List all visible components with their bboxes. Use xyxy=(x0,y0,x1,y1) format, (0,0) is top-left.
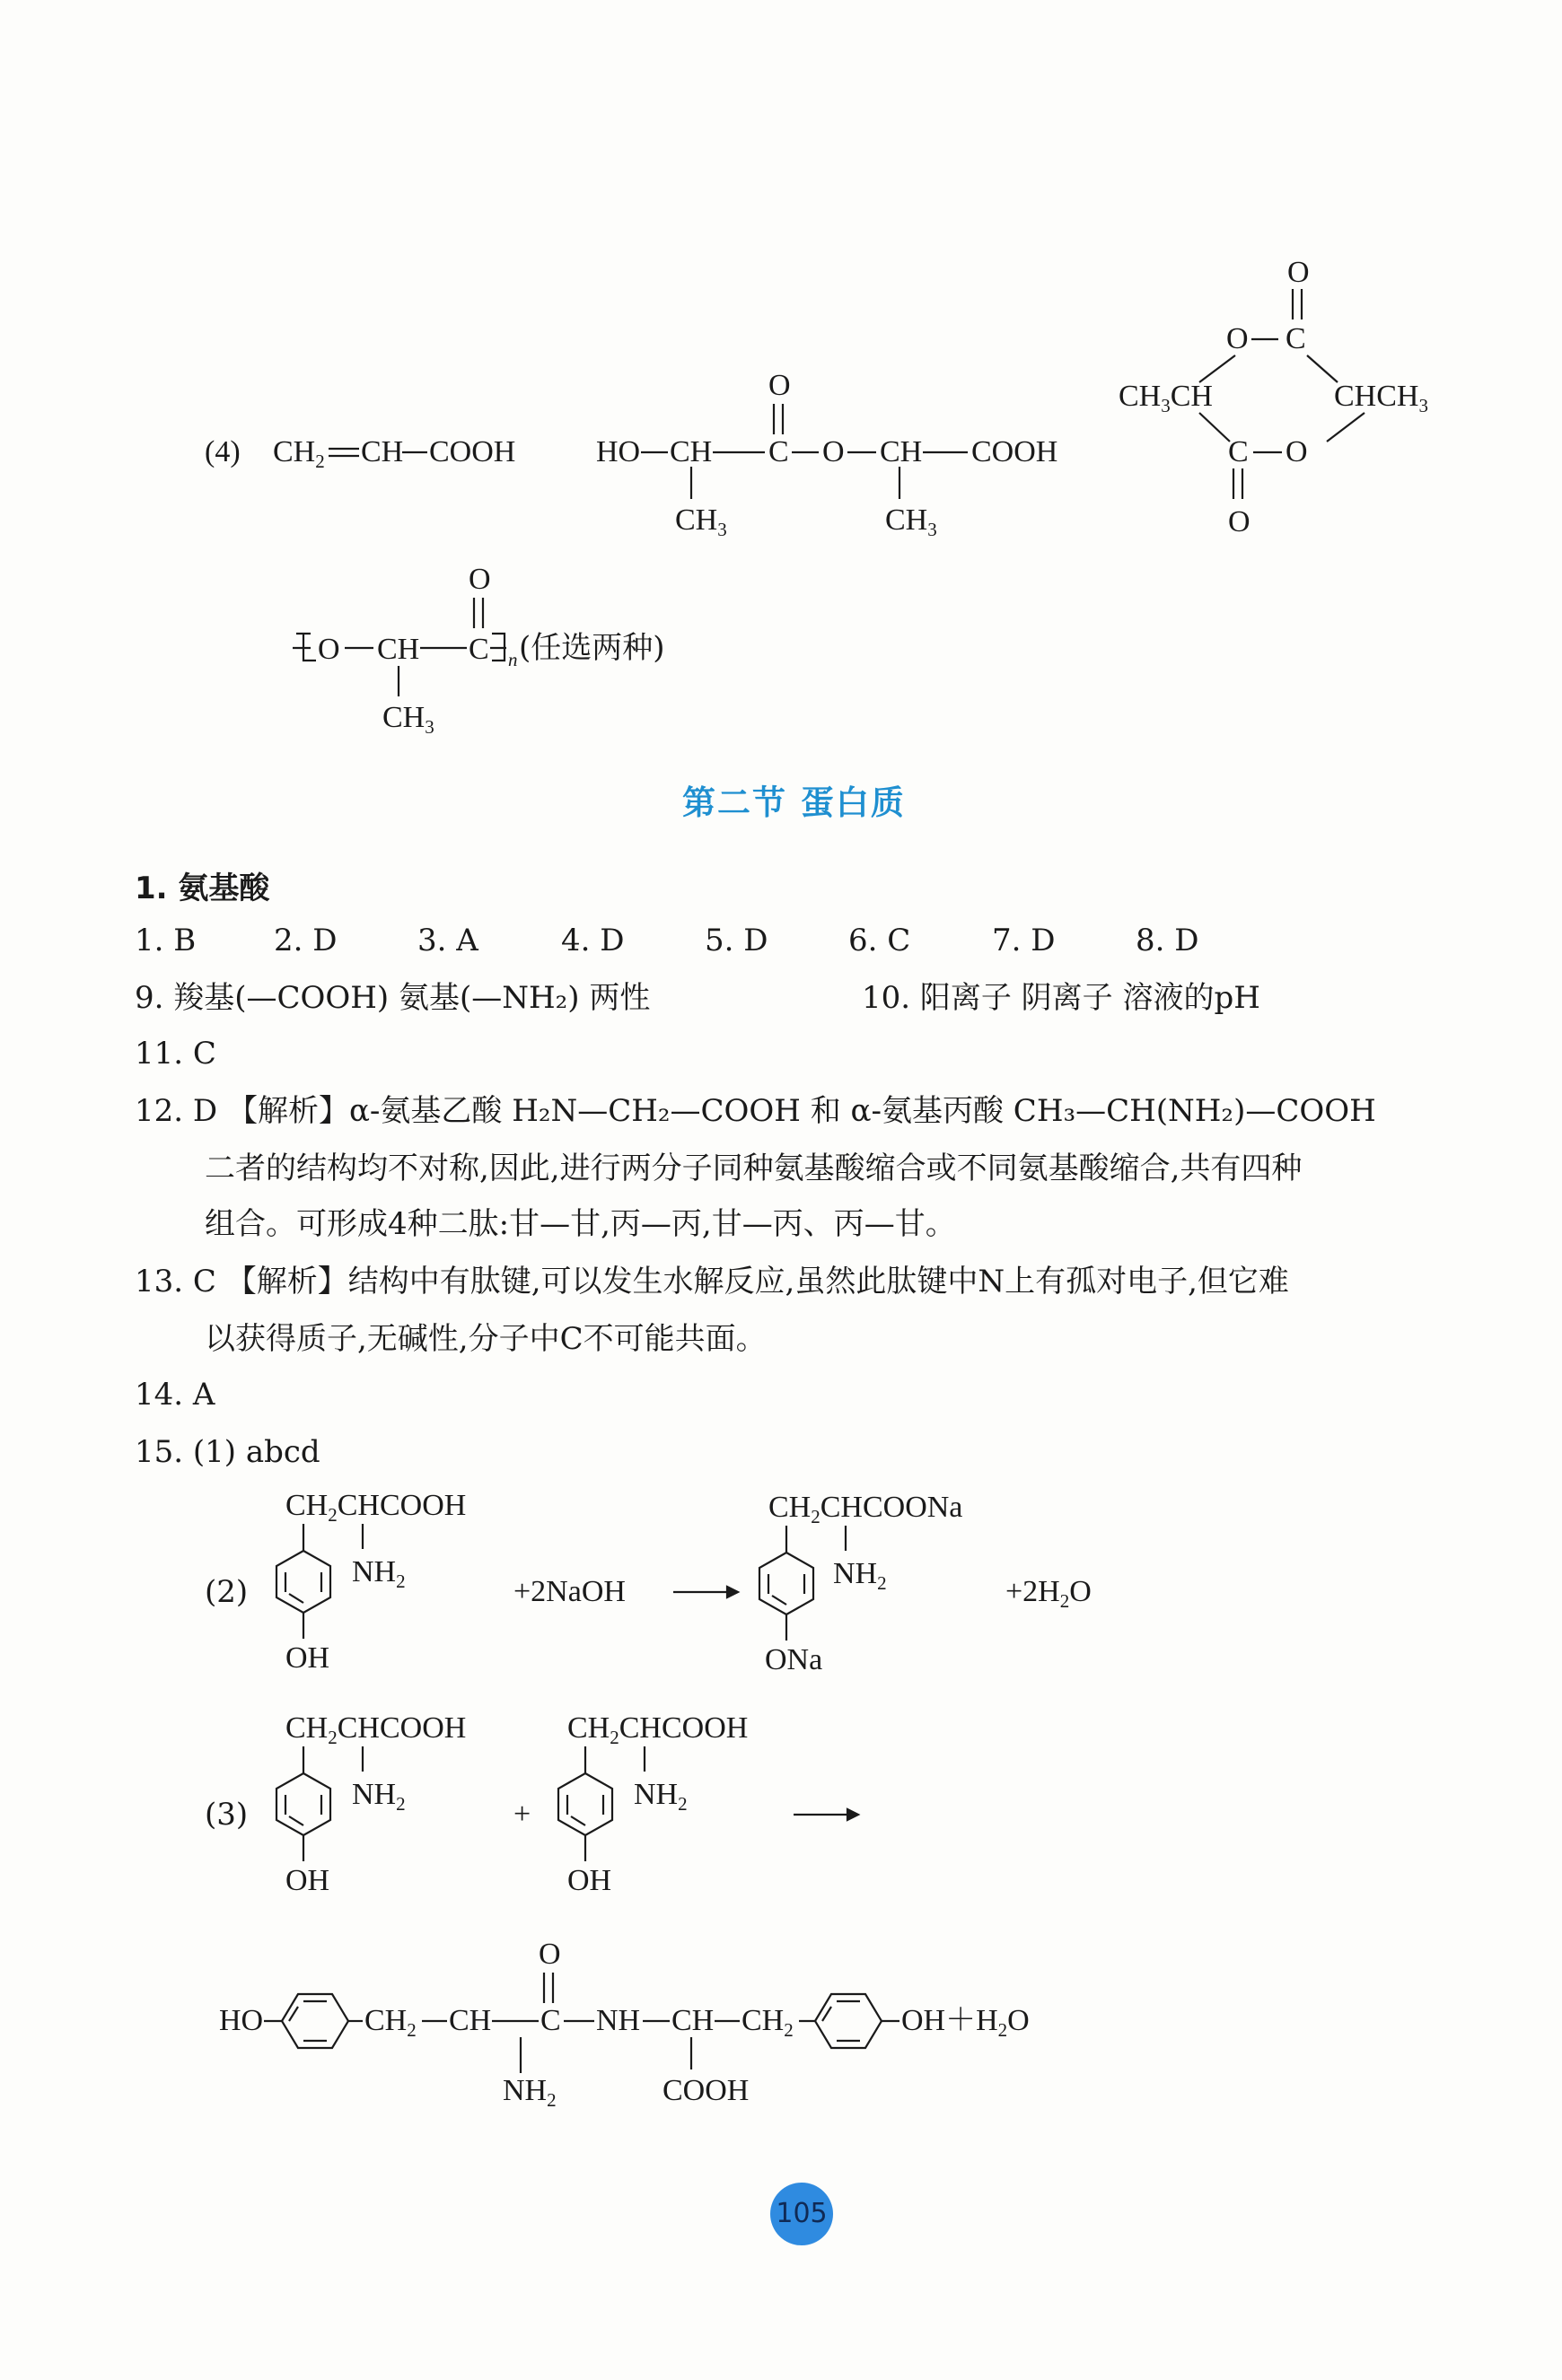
section-title: 第二节 蛋白质 xyxy=(682,783,906,822)
item4-caption: (任选两种) xyxy=(519,630,665,666)
answer-q5: 5. D xyxy=(705,923,768,958)
svg-text:n: n xyxy=(508,649,518,670)
answer-q7: 7. D xyxy=(992,923,1056,958)
page-number: 105 xyxy=(770,2183,833,2245)
svg-text:CH3: $CH_3$ xyxy=(675,503,727,540)
svg-text:O: O xyxy=(1287,256,1310,289)
svg-text:OH: OH xyxy=(567,1864,612,1897)
svg-text:CH2CHCOOH: $CH_2CHCOOH$ xyxy=(285,1711,467,1748)
answer-q12-line2: 二者的结构均不对称,因此,进行两分子同种氨基酸缩合或不同氨基酸缩合,共有四种 xyxy=(205,1151,1303,1186)
tyrosine-structure-q3a xyxy=(276,1711,466,1897)
answer-q8: 8. D xyxy=(1136,923,1199,958)
answer-q2: 2. D xyxy=(274,923,338,958)
svg-text:C: C xyxy=(540,2004,561,2037)
svg-text:NH2: $NH_2$ xyxy=(352,1778,406,1815)
svg-text:O: O xyxy=(539,1938,561,1971)
svg-text:NH2: $NH_2$ xyxy=(833,1557,887,1594)
svg-text:HO: HO xyxy=(596,435,641,468)
svg-text:OH: OH xyxy=(285,1641,330,1675)
svg-text:HO: HO xyxy=(219,2004,264,2037)
svg-text:O: O xyxy=(1286,435,1308,468)
svg-text:CH2: $CH_2$ xyxy=(364,2004,417,2041)
svg-text:O: O xyxy=(768,369,791,402)
svg-text:CH2: $CH_2$ xyxy=(742,2004,794,2041)
answer-q15-3-label: (3) xyxy=(205,1797,249,1833)
svg-text:OH＋H2O: $OH+H_2O$ xyxy=(901,2004,1030,2041)
svg-text:CH: CH xyxy=(670,435,713,468)
tyrosine-structure-q3b xyxy=(558,1711,748,1897)
answer-q1: 1. B xyxy=(135,923,197,958)
answer-q14: 14. A xyxy=(135,1377,215,1413)
svg-text:NH: NH xyxy=(596,2004,641,2037)
svg-text:O: O xyxy=(318,633,340,666)
answer-q15-2-label: (2) xyxy=(205,1574,249,1610)
svg-text:CH2CHCOONa: $CH_2CHCOONa$ xyxy=(768,1491,963,1527)
answer-q13-line2: 以获得质子,无碱性,分子中C不可能共面。 xyxy=(205,1321,767,1357)
svg-text:CHCH3: $CHCH_3$ xyxy=(1334,380,1428,416)
svg-text:O: O xyxy=(1228,505,1250,538)
answer-q15-1: 15. (1) abcd xyxy=(135,1434,320,1470)
svg-text:O: O xyxy=(822,435,845,468)
svg-text:CH3CH: $CH_3CH$ xyxy=(1119,380,1213,416)
tyrosine-structure-q2 xyxy=(276,1489,466,1675)
svg-text:C: C xyxy=(1286,322,1306,355)
svg-text:CH: CH xyxy=(377,633,420,666)
answer-q6: 6. C xyxy=(848,923,911,958)
svg-text:CH3: $CH_3$ xyxy=(382,701,434,738)
dipeptide-product-structure xyxy=(219,1938,1030,2111)
answer-q12-line3: 组合。可形成4种二肽:甘—甘,丙—丙,甘—丙、丙—甘。 xyxy=(205,1206,956,1242)
svg-text:CH3: $CH_3$ xyxy=(885,503,937,540)
svg-text:C: C xyxy=(469,633,489,666)
svg-text:CH2CHCOOH: $CH_2CHCOOH$ xyxy=(567,1711,749,1748)
answer-q12-line1: 12. D 【解析】α-氨基乙酸 H₂N—CH₂—COOH 和 α-氨基丙酸 CH₃—CH(NH₂)—COOH xyxy=(135,1093,1376,1129)
answer-q13-line1: 13. C 【解析】结构中有肽键,可以发生水解反应,虽然此肽键中N上有孤对电子,但它难 xyxy=(135,1264,1289,1299)
item4-label: (4) xyxy=(205,435,241,468)
svg-text:ONa: ONa xyxy=(765,1643,823,1676)
answer-q3: 3. A xyxy=(417,923,478,958)
svg-text:O: O xyxy=(469,563,491,596)
svg-text:COOH: COOH xyxy=(663,2074,750,2107)
svg-text:OH: OH xyxy=(285,1864,330,1897)
answer-q4: 4. D xyxy=(561,923,625,958)
svg-text:CH: CH xyxy=(880,435,923,468)
sodium-tyrosinate-structure xyxy=(759,1491,962,1676)
svg-text:CH: CH xyxy=(671,2004,715,2037)
svg-text:C: C xyxy=(768,435,789,468)
svg-text:+2NaOH: +2NaOH xyxy=(513,1575,626,1608)
svg-text:CH: CH xyxy=(361,435,404,468)
answer-q10: 10. 阳离子 阴离子 溶液的pH xyxy=(862,980,1260,1016)
svg-text:NH2: $NH_2$ xyxy=(503,2074,557,2111)
subsection-heading: 1. 氨基酸 xyxy=(135,871,270,906)
svg-text:C: C xyxy=(1228,435,1249,468)
svg-text:COOH: COOH xyxy=(429,435,516,468)
svg-text:+2H2O: $+2H_2O$ xyxy=(1005,1575,1092,1612)
svg-text:CH2: $CH_2$ xyxy=(273,435,325,472)
svg-text:NH2: $NH_2$ xyxy=(352,1555,406,1592)
svg-text:COOH: COOH xyxy=(971,435,1058,468)
svg-text:NH2: $NH_2$ xyxy=(634,1778,688,1815)
svg-text:CH2CHCOOH: $CH_2CHCOOH$ xyxy=(285,1489,467,1526)
svg-text:+: + xyxy=(513,1798,531,1831)
svg-text:CH: CH xyxy=(449,2004,492,2037)
answer-q11: 11. C xyxy=(135,1036,216,1072)
answer-q9: 9. 羧基(—COOH) 氨基(—NH₂) 两性 xyxy=(135,980,651,1016)
svg-text:O: O xyxy=(1226,322,1249,355)
